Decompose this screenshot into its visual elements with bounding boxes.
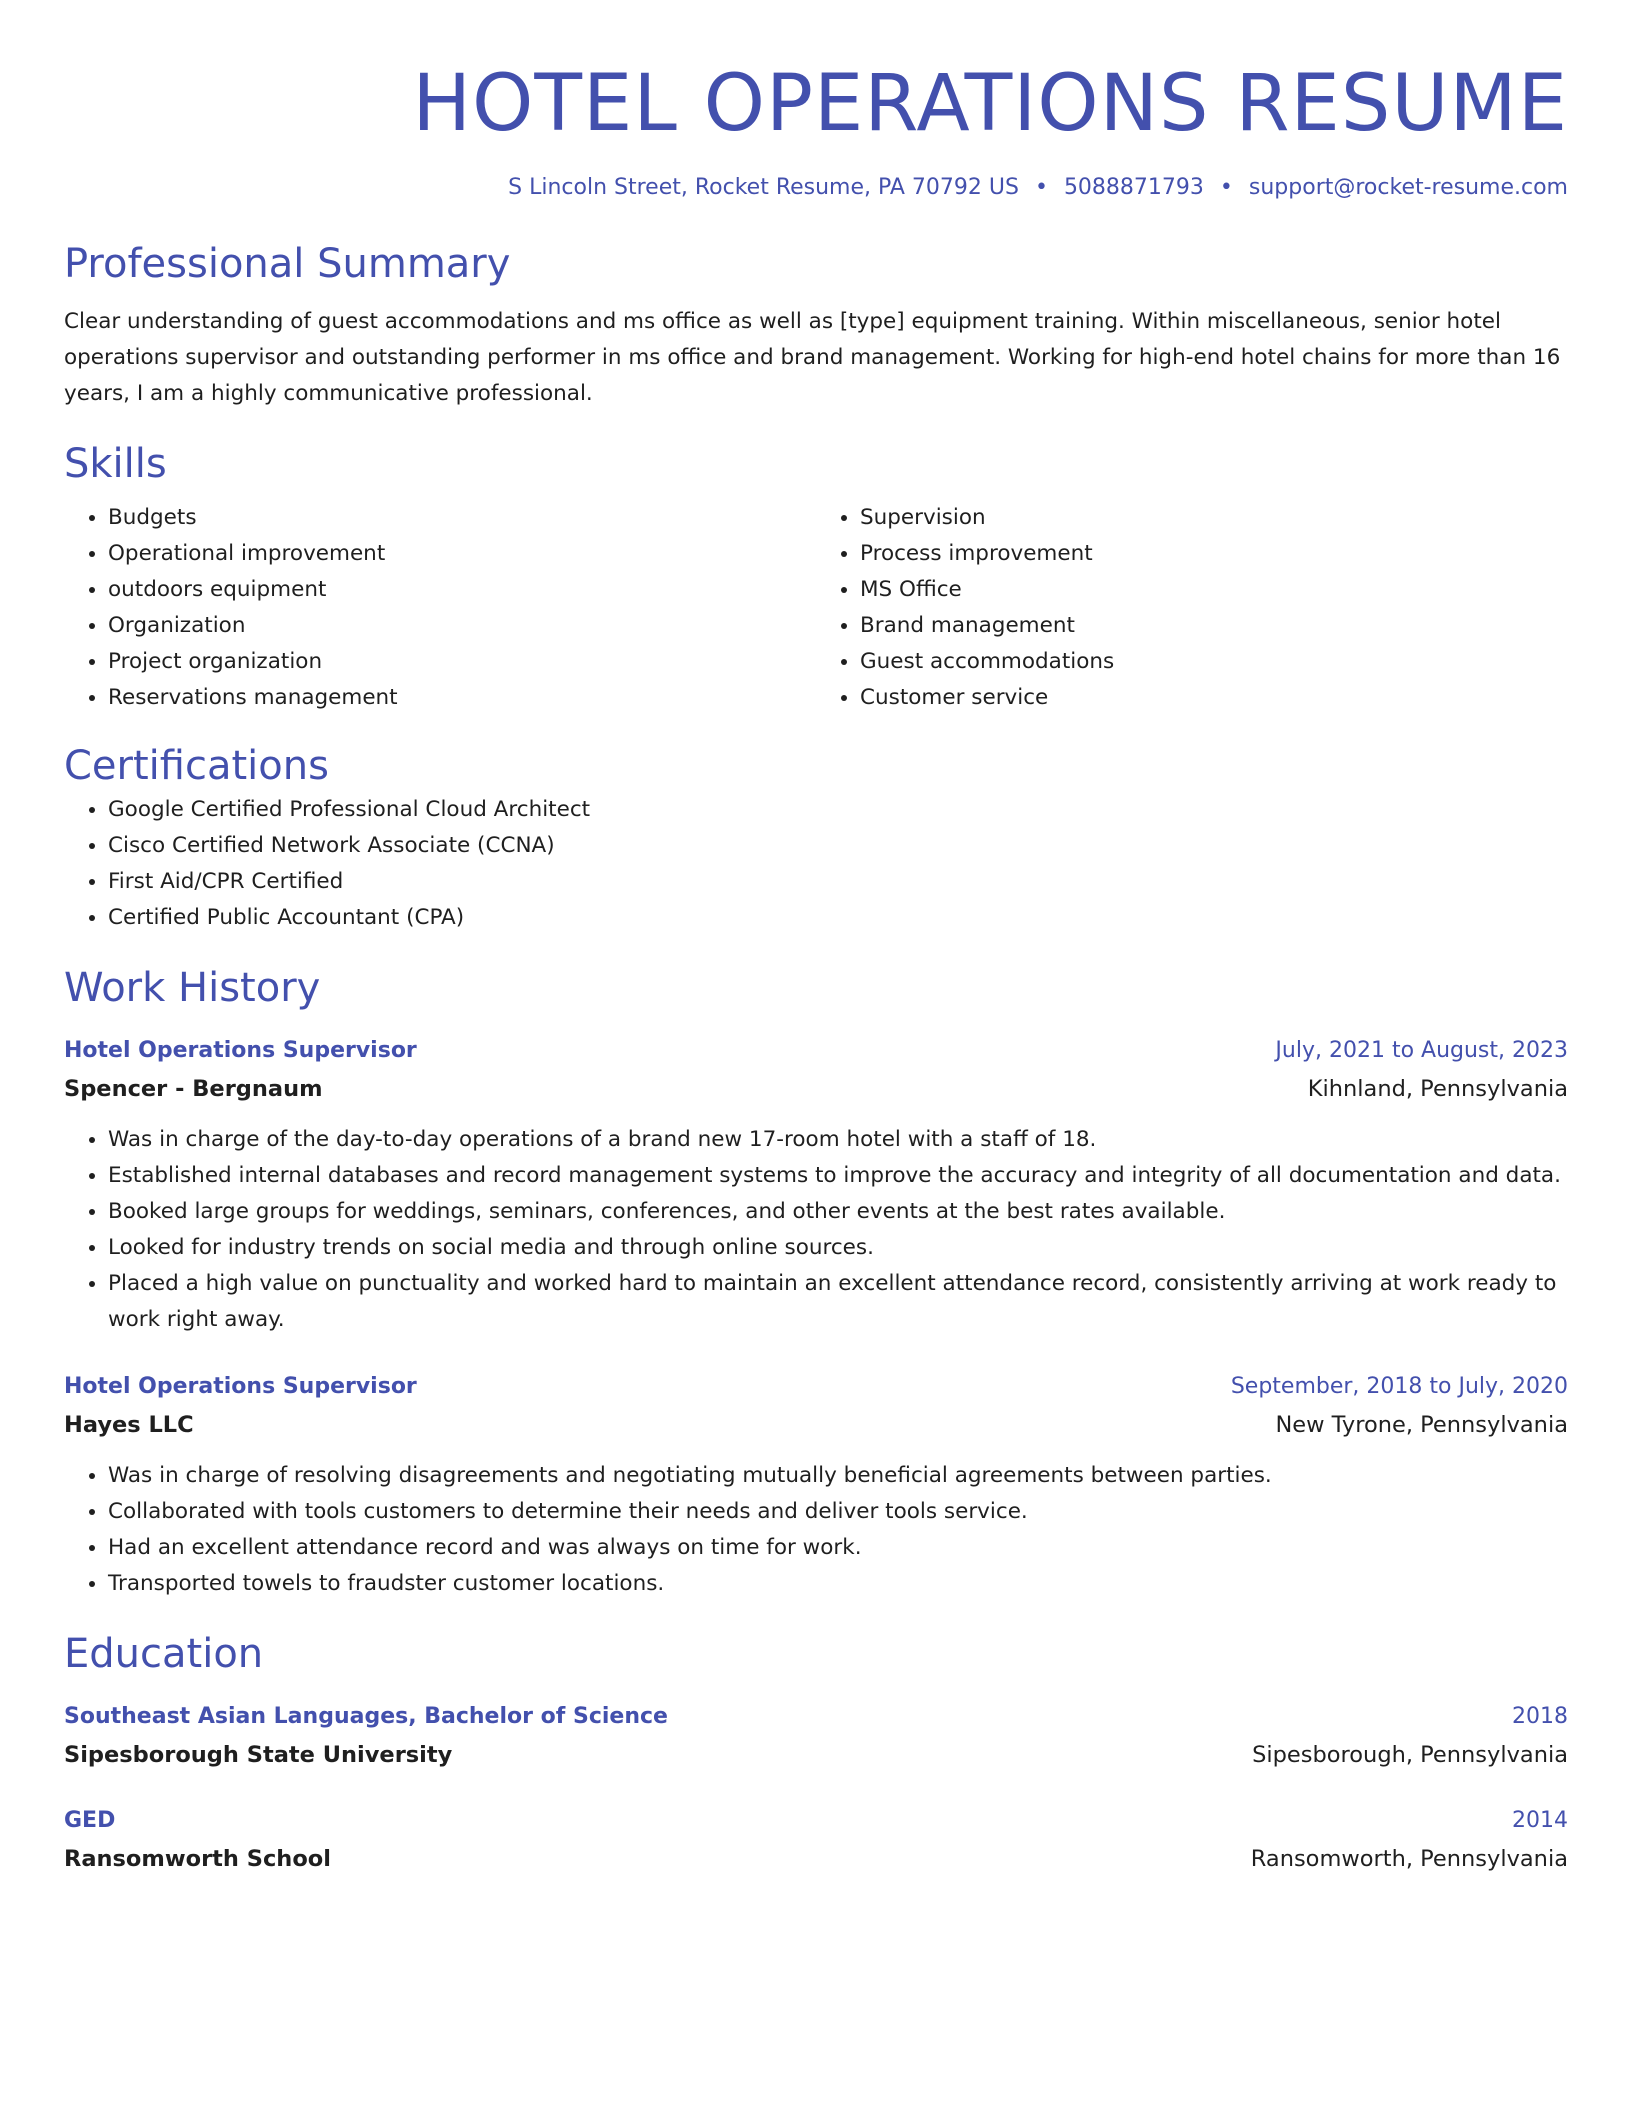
job-bullet: • Transported towels to fraudster customer locations.	[108, 1566, 1568, 1602]
job-bullet: • Collaborated with tools customers to determine their needs and deliver tools service.	[108, 1494, 1568, 1530]
skills-list-left	[64, 500, 816, 716]
education-degree: GED	[64, 1808, 116, 1833]
job-company-row	[64, 1070, 1568, 1108]
education-school-row	[64, 1840, 1568, 1878]
work-history-section	[64, 962, 1568, 1602]
education-degree: Southeast Asian Languages, Bachelor of Science	[64, 1704, 668, 1729]
education-heading: Education	[64, 1631, 264, 1677]
skill-item: • Process improvement	[860, 536, 1568, 572]
education-section	[64, 1628, 1568, 1878]
job-location: Kihnland, Pennsylvania	[1307, 1076, 1568, 1102]
education-school-row	[64, 1736, 1568, 1774]
job-entry	[64, 1032, 1568, 1338]
contact-address: S Lincoln Street, Rocket Resume, PA 70792 US	[508, 175, 1019, 200]
education-location: Sipesborough, Pennsylvania	[1252, 1742, 1568, 1768]
job-bullet: • Was in charge of the day-to-day operations of a brand new 17-room hotel with a staff of 18.	[108, 1122, 1568, 1158]
job-bullet: • Had an excellent attendance record and was always on time for work.	[108, 1530, 1568, 1566]
job-entry	[64, 1368, 1568, 1602]
job-bullet: • Established internal databases and record management systems to improve the accuracy and integrity of all documentation and data.	[108, 1158, 1568, 1194]
job-company: Hayes LLC	[64, 1412, 194, 1438]
contact-email: support@rocket-resume.com	[1248, 175, 1568, 200]
skill-item: • Budgets	[108, 500, 816, 536]
job-company: Spencer - Bergnaum	[64, 1076, 323, 1102]
contact-line	[64, 172, 1568, 204]
skill-item: • Organization	[108, 608, 816, 644]
job-dates: September, 2018 to July, 2020	[1230, 1374, 1568, 1399]
certification-item: • Cisco Certified Network Associate (CCNA)	[108, 828, 1568, 864]
skills-heading: Skills	[64, 441, 167, 487]
resume-title: HOTEL OPERATIONS RESUME	[412, 59, 1568, 149]
job-title-row	[64, 1368, 1568, 1406]
certification-item: • Google Certified Professional Cloud Architect	[108, 792, 1568, 828]
education-year: 2014	[1512, 1808, 1568, 1833]
skill-item: • Brand management	[860, 608, 1568, 644]
contact-phone: 5088871793	[1063, 175, 1204, 200]
job-title: Hotel Operations Supervisor	[64, 1374, 417, 1399]
certification-item: • First Aid/CPR Certified	[108, 864, 1568, 900]
job-bullet: • Looked for industry trends on social media and through online sources.	[108, 1230, 1568, 1266]
education-school: Ransomworth School	[64, 1846, 331, 1872]
job-bullet: • Was in charge of resolving disagreements and negotiating mutually beneficial agreements between parties.	[108, 1458, 1568, 1494]
job-company-row	[64, 1406, 1568, 1444]
education-school: Sipesborough State University	[64, 1742, 453, 1768]
certification-item: • Certified Public Accountant (CPA)	[108, 900, 1568, 936]
education-entry	[64, 1802, 1568, 1878]
summary-heading: Professional Summary	[64, 241, 511, 287]
contact-separator: •	[1034, 175, 1048, 200]
job-location: New Tyrone, Pennsylvania	[1275, 1412, 1568, 1438]
job-bullets	[64, 1458, 1568, 1602]
skill-item: • Operational improvement	[108, 536, 816, 572]
skills-section	[64, 438, 1568, 716]
skills-columns	[64, 500, 1568, 716]
skill-item: • Reservations management	[108, 680, 816, 716]
summary-text: Clear understanding of guest accommodations and ms office as well as [type] equipment training. Within miscellaneous, senior hotel operations supervisor and outstanding performer in ms office and brand management. Working for high-end hotel chains for more than 16 years, I am a highly communicative professional.	[64, 309, 1561, 406]
resume-header	[64, 56, 1568, 204]
skill-item: • outdoors equipment	[108, 572, 816, 608]
job-bullets	[64, 1122, 1568, 1338]
certifications-list	[64, 792, 1568, 936]
work-history-heading: Work History	[64, 965, 321, 1011]
education-location: Ransomworth, Pennsylvania	[1250, 1846, 1568, 1872]
job-title-row	[64, 1032, 1568, 1070]
education-year: 2018	[1512, 1704, 1568, 1729]
education-degree-row	[64, 1802, 1568, 1840]
skill-item: • MS Office	[860, 572, 1568, 608]
job-dates: July, 2021 to August, 2023	[1275, 1038, 1568, 1063]
skill-item: • Guest accommodations	[860, 644, 1568, 680]
contact-separator: •	[1219, 175, 1233, 200]
skill-item: • Customer service	[860, 680, 1568, 716]
certifications-section	[64, 740, 1568, 936]
certifications-heading: Certifications	[64, 743, 329, 789]
job-title: Hotel Operations Supervisor	[64, 1038, 417, 1063]
education-entry	[64, 1698, 1568, 1774]
skill-item: • Supervision	[860, 500, 1568, 536]
education-degree-row	[64, 1698, 1568, 1736]
skills-list-right	[816, 500, 1568, 716]
job-bullet: • Placed a high value on punctuality and worked hard to maintain an excellent attendance record, consistently arriving at work ready to work right away.	[108, 1266, 1568, 1338]
summary-section	[64, 238, 1568, 412]
job-bullet: • Booked large groups for weddings, seminars, conferences, and other events at the best rates available.	[108, 1194, 1568, 1230]
skill-item: • Project organization	[108, 644, 816, 680]
